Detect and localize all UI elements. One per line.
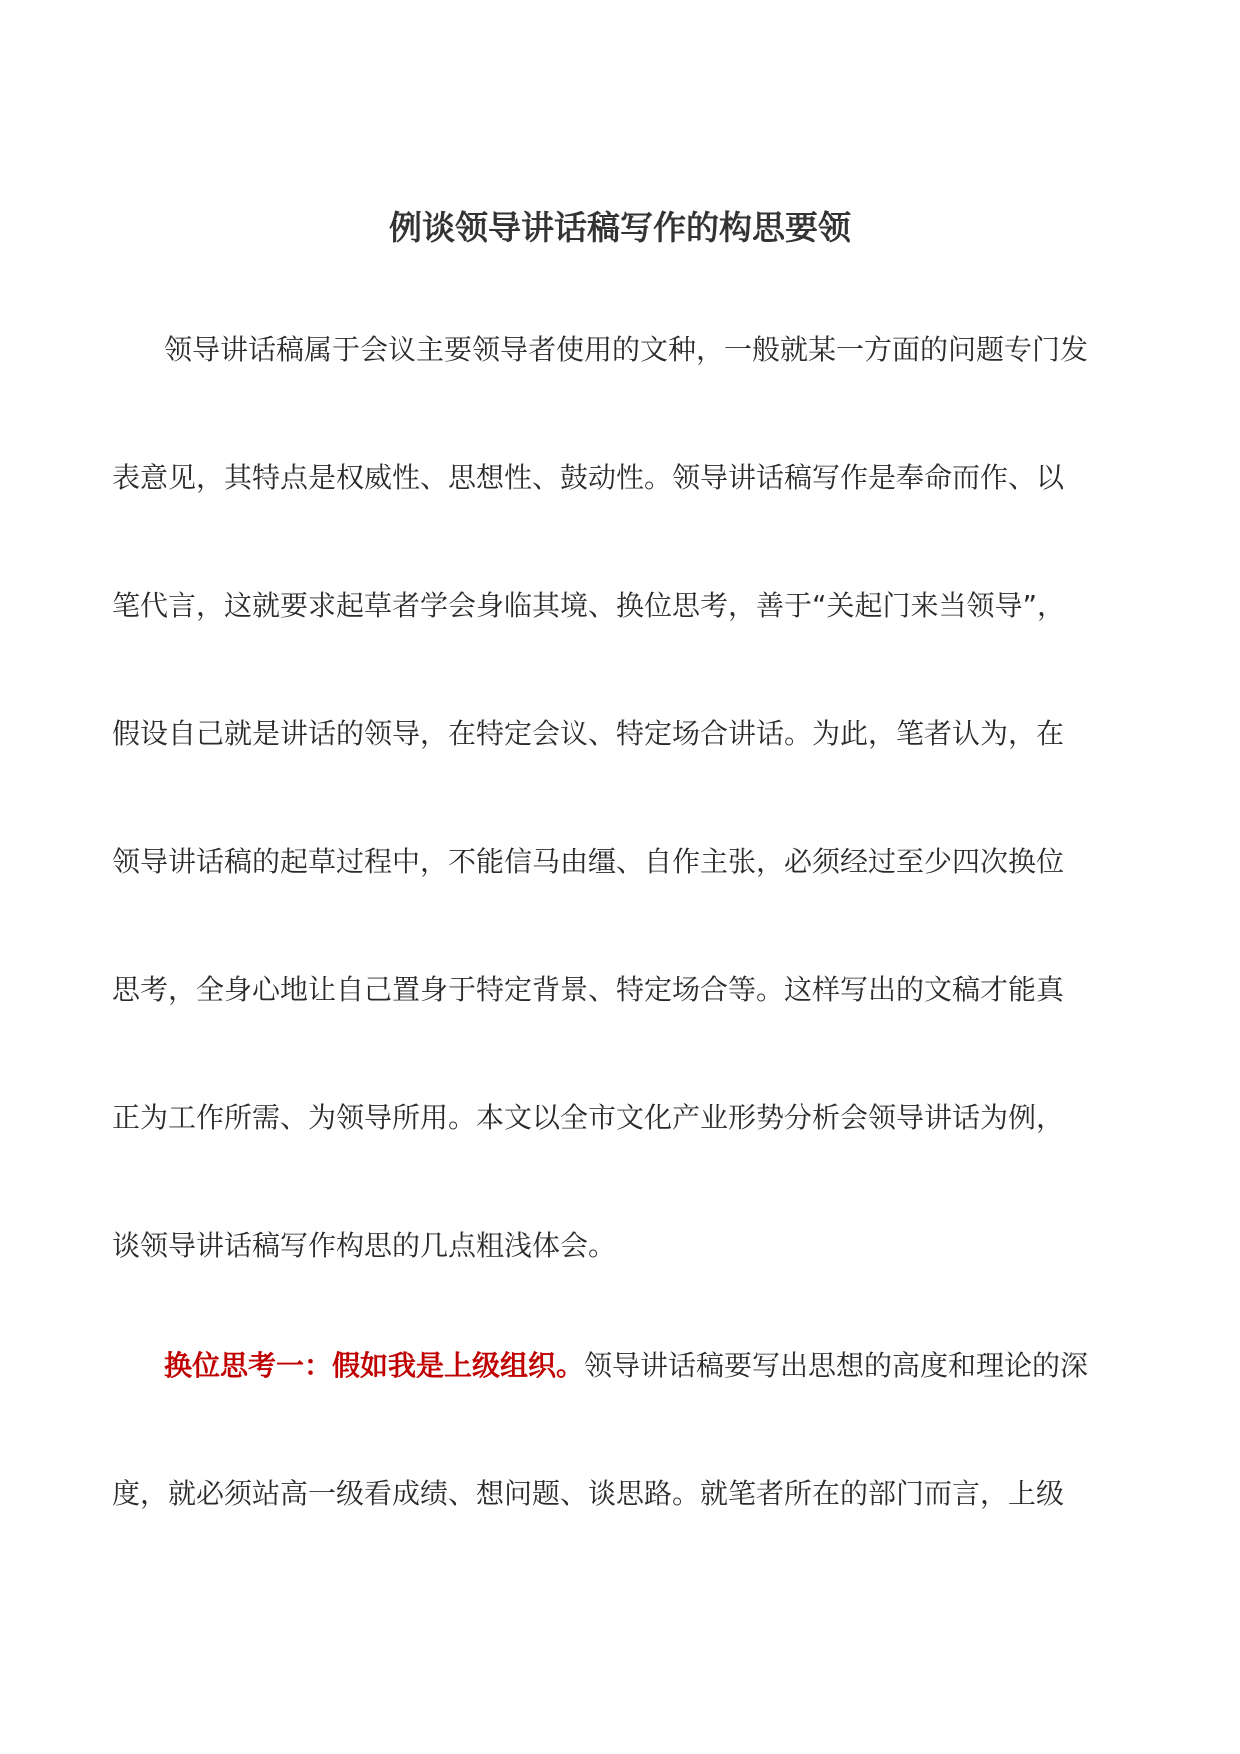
- paragraph-2-line-1-text: 领导讲话稿要写出思想的高度和理论的深: [584, 1349, 1089, 1382]
- paragraph-2-line-1: [164, 1344, 1152, 1388]
- paragraph-1-line-3: 笔代言，这就要求起草者学会身临其境、换位思考，善于“关起门来当领导”，: [112, 589, 1066, 622]
- paragraph-1-line-2: 表意见，其特点是权威性、思想性、鼓动性。领导讲话稿写作是奉命而作、以: [112, 461, 1065, 494]
- paragraph-1-line-7: 正为工作所需、为领导所用。本文以全市文化产业形势分析会领导讲话为例，: [112, 1101, 1065, 1134]
- section-heading-highlight: 换位思考一：假如我是上级组织。: [164, 1349, 585, 1382]
- document-title: 例谈领导讲话稿写作的构思要领: [389, 208, 851, 247]
- paragraph-2-line-2: 度，就必须站高一级看成绩、想问题、谈思路。就笔者所在的部门而言，上级: [112, 1477, 1065, 1510]
- paragraph-1-line-6: 思考，全身心地让自己置身于特定背景、特定场合等。这样写出的文稿才能真: [112, 973, 1065, 1006]
- paragraph-1-line-1: 领导讲话稿属于会议主要领导者使用的文种，一般就某一方面的问题专门发: [164, 333, 1089, 366]
- paragraph-1-line-8: 谈领导讲话稿写作构思的几点粗浅体会。: [112, 1229, 617, 1262]
- paragraph-1-line-5: 领导讲话稿的起草过程中，不能信马由缰、自作主张，必须经过至少四次换位: [112, 845, 1065, 878]
- paragraph-1-line-4: 假设自己就是讲话的领导，在特定会议、特定场合讲话。为此，笔者认为，在: [112, 717, 1065, 750]
